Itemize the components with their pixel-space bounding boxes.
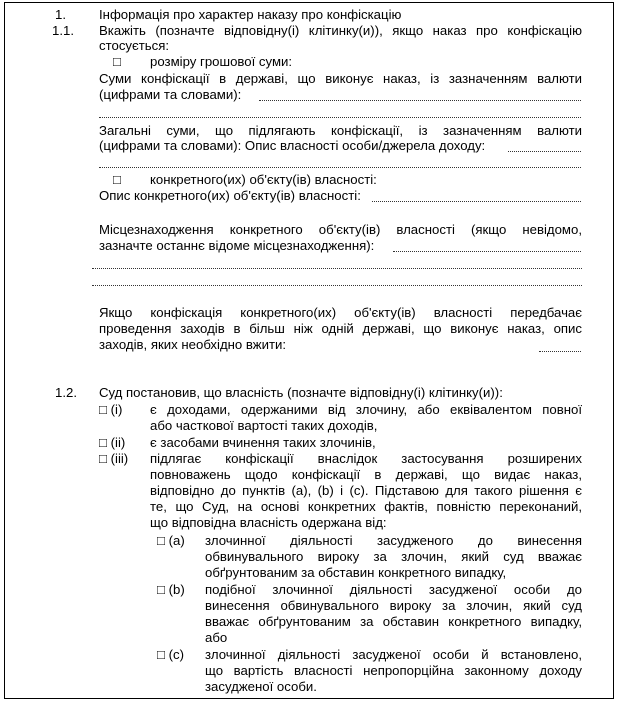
- option-a-line1: злочинної діяльності засудженого до винесення: [205, 533, 582, 548]
- total-sum-line1: Загальні суми, що підлягають конфіскації, із зазначенням валюти: [99, 123, 582, 138]
- option-c-checkbox[interactable]: □ (c): [157, 647, 185, 662]
- option-iii-line4: те, що Суд, на основі конкретних фактів, повністю переконаний,: [150, 499, 582, 514]
- option-i-line2: або часткової вартості таких доходів,: [150, 418, 378, 433]
- option-iii-line5: що відповідна власність одержана від:: [150, 515, 387, 530]
- option-b-line2: винесення обвинувального вироку за злочин, який суд: [205, 598, 582, 613]
- money-amount-label: розміру грошової суми:: [150, 54, 293, 69]
- total-sum-field[interactable]: [508, 151, 581, 152]
- option-b-line3: вважає обґрунтованим за обставин конкретного випадку,: [205, 614, 582, 629]
- option-iii-checkbox[interactable]: □ (iii): [99, 451, 129, 466]
- section-1-number: 1.: [55, 7, 66, 22]
- multi-state-line1: Якщо конфіскація конкретного(их) об'єкту(ів) власності передбачає: [99, 305, 582, 320]
- object-description-field[interactable]: [372, 201, 581, 202]
- object-location-field-line3[interactable]: [92, 285, 582, 286]
- option-b-line4: або: [205, 630, 228, 645]
- object-location-field-line2[interactable]: [92, 268, 582, 269]
- specific-objects-checkbox[interactable]: □: [113, 172, 121, 187]
- section-1-2-intro: Суд постановив, що власність (позначте відповідну(і) клітинку(и)):: [99, 385, 503, 400]
- money-amount-checkbox[interactable]: □: [113, 54, 121, 69]
- option-ii-line1: є засобами вчинення таких злочинів,: [150, 435, 376, 450]
- object-location-line1: Місцезнаходження конкретного об'єкту(ів) власності (якщо невідомо,: [99, 222, 582, 237]
- section-1-title: Інформація про характер наказу про конфіскацію: [99, 7, 402, 22]
- option-b-line1: подібної злочинної діяльності засудженої особи до: [205, 582, 582, 597]
- option-c-line1: злочинної діяльності засудженої особи й встановлено,: [205, 647, 582, 662]
- option-a-line3: обґрунтованим за обставин конкретного випадку,: [205, 565, 507, 580]
- total-sum-field-extra[interactable]: [99, 167, 581, 168]
- money-sum-field-extra[interactable]: [99, 117, 581, 118]
- section-1-1-number: 1.1.: [52, 23, 74, 38]
- specific-objects-label: конкретного(их) об'єкту(ів) власності:: [150, 172, 377, 187]
- option-c-line2: що вартість власності непропорційна законному доходу: [205, 663, 582, 678]
- money-sum-field[interactable]: [259, 100, 581, 101]
- section-1-2-number: 1.2.: [55, 385, 77, 400]
- section-1-1-intro-line2: стосується:: [99, 38, 170, 53]
- multi-state-line3: заходів, яких необхідно вжити:: [99, 337, 287, 352]
- option-i-line1: є доходами, одержаними від злочину, або еквівалентом повної: [150, 402, 582, 417]
- option-iii-line2: повноважень щодо конфіскації в державі, що видає наказ,: [150, 467, 582, 482]
- multi-state-line2: проведення заходів в більш ніж одній державі, що виконує наказ, опис: [99, 321, 582, 336]
- money-sum-line2: (цифрами та словами):: [99, 87, 242, 102]
- option-a-checkbox[interactable]: □ (a): [157, 533, 185, 548]
- option-i-checkbox[interactable]: □ (i): [99, 402, 123, 417]
- object-location-line2: зазначте останнє відоме місцезнаходження):: [99, 238, 375, 253]
- object-description-label: Опис конкретного(их) об'єкту(ів) власності:: [99, 188, 361, 203]
- total-sum-line2: (цифрами та словами): Опис власності особи/джерела доходу:: [99, 138, 486, 153]
- section-1-1-intro-line1: Вкажіть (позначте відповідну(і) клітинку(и)), якщо наказ про конфіскацію: [99, 23, 582, 38]
- option-c-line3: засудженої особи.: [205, 679, 317, 694]
- money-sum-line1: Суми конфіскації в державі, що виконує наказ, із зазначенням валюти: [99, 71, 582, 86]
- option-iii-line3: відповідно до пунктів (a), (b) і (c). Підставою для такого рішення є: [150, 483, 582, 498]
- option-iii-line1: підлягає конфіскації внаслідок застосування розширених: [150, 451, 582, 466]
- option-a-line2: обвинувального вироку за злочин, який суд вважає: [205, 549, 582, 564]
- multi-state-field[interactable]: [539, 351, 581, 352]
- option-ii-checkbox[interactable]: □ (ii): [99, 435, 126, 450]
- option-b-checkbox[interactable]: □ (b): [157, 582, 185, 597]
- object-location-field[interactable]: [393, 251, 581, 252]
